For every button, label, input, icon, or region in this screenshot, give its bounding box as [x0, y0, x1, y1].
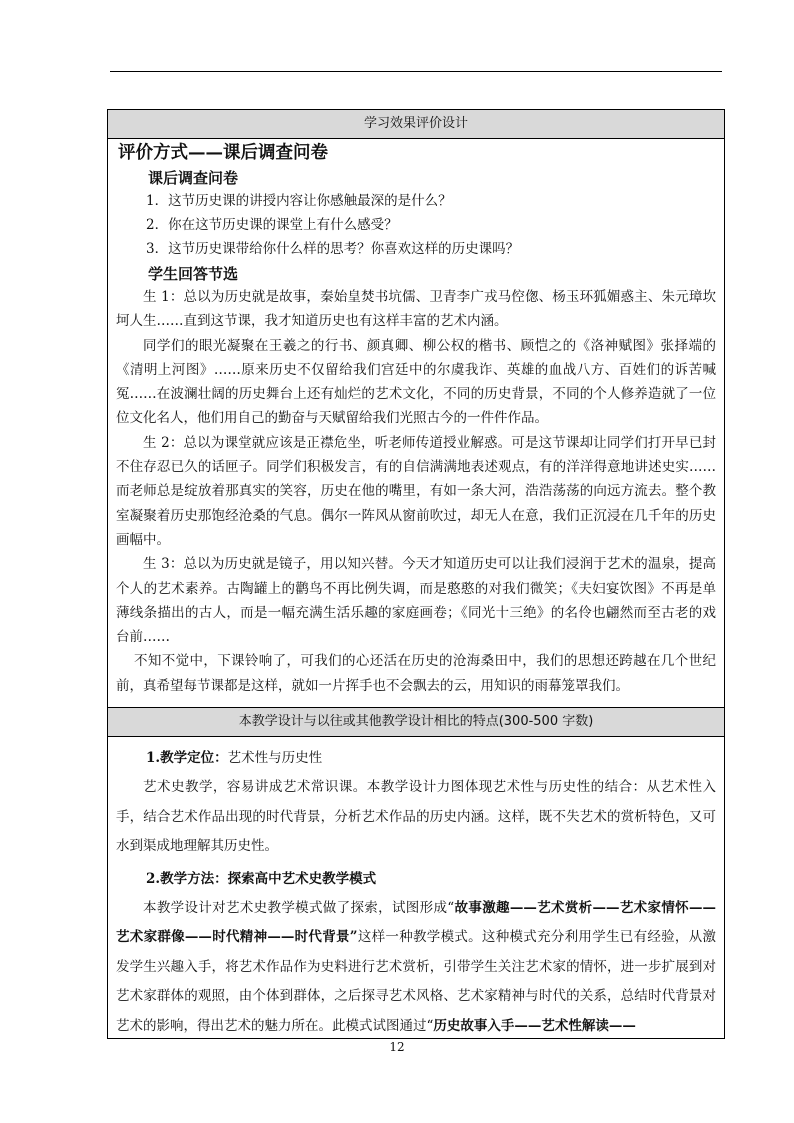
page-number: 12 [389, 1040, 405, 1054]
point1-label: 1.教学定位： [146, 750, 228, 766]
point2-heading [146, 864, 716, 894]
section-body-features [108, 743, 724, 1038]
survey-subtitle: 课后调查问卷 [148, 169, 239, 187]
survey-question: 1．这节历史课的讲授内容让你感触最深的是什么？ [146, 193, 452, 209]
evaluation-table [107, 109, 725, 1039]
point2-text-mid: 这样一种教学模式。这种模式充分利用学生已有经验，从激发学生兴趣入手，将艺术作品作为史料进行艺术赏析，引带学生关注艺术家的情怀，进一步扩展到对艺术家群体的观照，由个体到群体，之后探寻艺术风格、艺术家精神与时代的关系，总结时代背景对艺术的影响，得出艺术的魅力所在。此模式试图通过“ [116, 929, 717, 1034]
closing-paragraph: 不知不觉中，下课铃响了，可我们的心还活在历史的沧海桑田中，我们的思想还跨越在几个世纪前，真希望每节课都是这样，就如一片挥手也不会飘去的云，用知识的雨幕笼罩我们。 [116, 653, 716, 694]
student-answer: 生 1：总以为历史就是故事，秦始皇焚书坑儒、卫青李广戎马倥偬、杨玉环狐媚惑主、朱元璋坎坷人生……直到这节课，我才知道历史也有这样丰富的艺术内涵。 [116, 289, 716, 330]
section-header-evaluation: 学习效果评价设计 [108, 110, 724, 139]
student-answer: 同学们的眼光凝聚在王羲之的行书、颜真卿、柳公权的楷书、顾恺之的《洛神赋图》张择端的《清明上河图》……原来历史不仅留给我们宫廷中的尔虞我诈、英雄的血战八方、百姓们的诉苦喊冤……在波澜壮阔的历史舞台上还有灿烂的艺术文化，不同的历史背景，不同的个人修养造就了一位位文化名人，他们用自己的勤奋与天赋留给我们光照古今的一件件作品。 [116, 337, 716, 427]
point1-heading [146, 743, 716, 773]
point2-text [116, 894, 716, 1042]
student-answer: 生 2：总以为课堂就应该是正襟危坐，听老师传道授业解惑。可是这节课却让同学们打开早已封不住存忍已久的话匣子。同学们积极发言，有的自信满满地表述观点，有的洋洋得意地讲述史实……而老师总是绽放着那真实的笑容，历史在他的嘴里，有如一条大河，浩浩荡荡的向远方流去。整个教室凝聚着历史那饱经沧桑的气息。偶尔一阵风从窗前吹过，却无人在意，我们正沉浸在几千年的历史画幅中。 [116, 434, 716, 548]
point1-text: 艺术史教学，容易讲成艺术常识课。本教学设计力图体现艺术性与历史性的结合：从艺术性入手，结合艺术作品出现的时代背景，分析艺术作品的历史内涵。这样，既不失艺术的赏析特色，又可水到渠成地理解其历史性。 [116, 779, 716, 854]
point1-value: 艺术性与历史性 [227, 750, 323, 766]
section-body-evaluation [108, 141, 724, 708]
survey-question: 3．这节历史课带给你什么样的思考？你喜欢这样的历史课吗？ [146, 241, 520, 257]
point2-text-pre: 本教学设计对艺术史教学模式做了探索，试图形成“ [143, 899, 455, 916]
header-rule [110, 71, 722, 72]
point2-label: 2.教学方法：探索高中艺术史教学模式 [146, 870, 377, 887]
point2-model: 故事激趣——艺术赏析——艺术家情怀——艺术家群像——时代精神——时代背景” [116, 899, 717, 945]
evaluation-title: 评价方式——课后调查问卷 [118, 143, 328, 163]
survey-question: 2．你在这节历史课的课堂上有什么感受？ [146, 217, 398, 233]
section-header-features: 本教学设计与以往或其他教学设计相比的特点(300-500 字数) [108, 708, 724, 737]
point2-tail: 历史故事入手——艺术性解读—— [433, 1017, 636, 1034]
student-answer: 生 3：总以为历史就是镜子，用以知兴替。今天才知道历史可以让我们浸润于艺术的温泉，提高个人的艺术素养。古陶罐上的鹳鸟不再比例失调，而是憨憨的对我们微笑；《夫妇宴饮图》不再是单薄线条描出的古人，而是一幅充满生活乐趣的家庭画卷；《同光十三绝》的名伶也翩然而至古老的戏台前…… [116, 556, 716, 646]
answers-title: 学生回答节选 [148, 265, 239, 283]
